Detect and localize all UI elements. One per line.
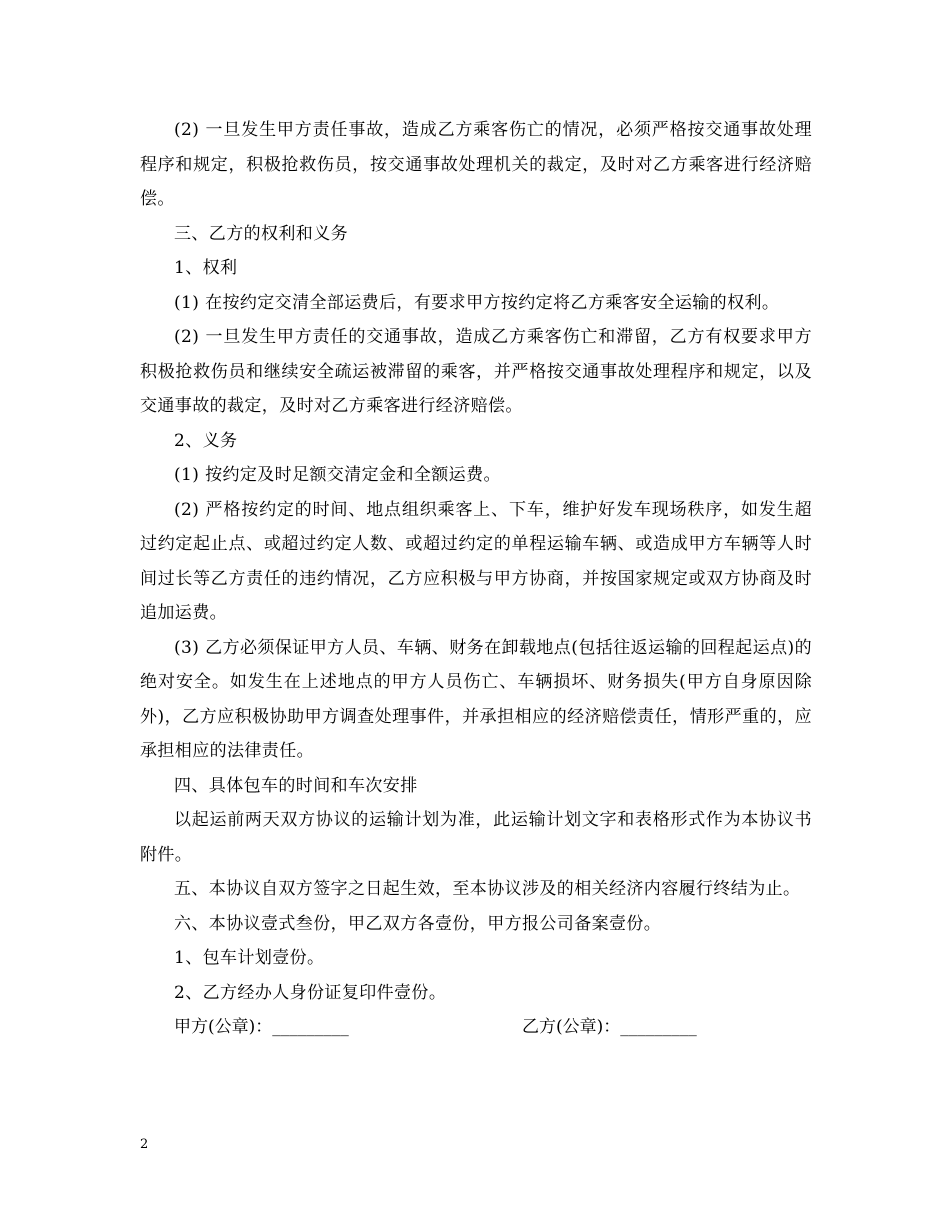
section-heading: 六、本协议壹式叁份，甲乙双方各壹份，甲方报公司备案壹份。 [174, 913, 662, 934]
paragraph: 以起运前两天双方协议的运输计划为准，此运输计划文字和表格形式作为本协议书附件。 [140, 810, 812, 865]
page-number: 2 [140, 1137, 149, 1152]
signature-line [140, 1010, 812, 1045]
section-heading: 三、乙方的权利和义务 [174, 223, 348, 244]
party-a-seal: 甲方(公章)：_________ [174, 1017, 349, 1037]
subsection-heading: 2、义务 [174, 430, 238, 451]
section-heading: 四、具体包车的时间和车次安排 [174, 775, 418, 796]
document-body [140, 113, 812, 1045]
paragraph: (2) 严格按约定的时间、地点组织乘客上、下车，维护好发车现场秩序，如发生超过约定起止点、或超过约定人数、或超过约定的单程运输车辆、或造成甲方车辆等人时间过长等乙方责任的违约情况，乙方应积极与甲方协商，并按国家规定或双方协商及时追加运费。 [140, 499, 812, 623]
paragraph: (2) 一旦发生甲方责任事故，造成乙方乘客伤亡的情况，必须严格按交通事故处理程序和规定，积极抢救伤员，按交通事故处理机关的裁定，及时对乙方乘客进行经济赔偿。 [140, 120, 812, 209]
paragraph: (1) 按约定及时足额交清定金和全额运费。 [174, 465, 501, 485]
paragraph: (2) 一旦发生甲方责任的交通事故，造成乙方乘客伤亡和滞留，乙方有权要求甲方积极抢救伤员和继续安全疏运被滞留的乘客，并严格按交通事故处理程序和规定，以及交通事故的裁定，及时对乙方乘客进行经济赔偿。 [140, 327, 812, 416]
paragraph: (1) 在按约定交清全部运费后，有要求甲方按约定将乙方乘客安全运输的权利。 [174, 292, 780, 313]
section-heading: 五、本协议自双方签字之日起生效，至本协议涉及的相关经济内容履行终结为止。 [174, 879, 801, 899]
party-b-seal: 乙方(公章)：_________ [522, 1017, 697, 1037]
attachment-item: 2、乙方经办人身份证复印件壹份。 [174, 982, 447, 1003]
subsection-heading: 1、权利 [174, 258, 238, 278]
attachment-item: 1、包车计划壹份。 [174, 948, 325, 968]
paragraph: (3) 乙方必须保证甲方人员、车辆、财务在卸载地点(包括往返运输的回程起运点)的绝对安全。如发生在上述地点的甲方人员伤亡、车辆损坏、财务损失(甲方自身原因除外)，乙方应积极协助甲方调查处理事件，并承担相应的经济赔偿责任，情形严重的，应承担相应的法律责任。 [140, 637, 812, 761]
